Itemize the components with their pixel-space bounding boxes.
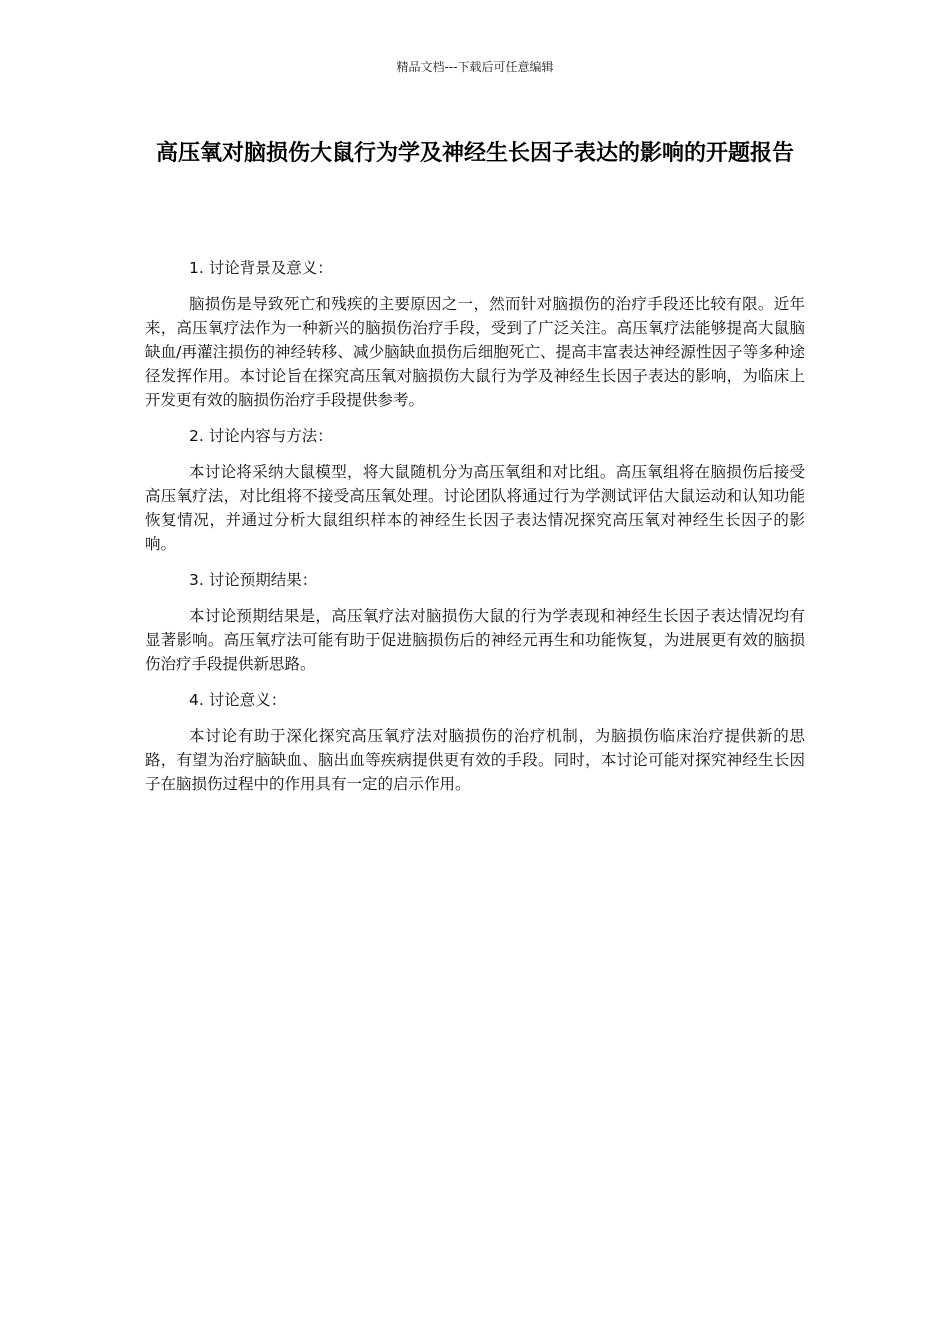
section-heading: 2. 讨论内容与方法： — [189, 427, 333, 445]
section-heading: 1. 讨论背景及意义： — [189, 259, 333, 277]
section-paragraph: 本讨论将采纳大鼠模型，将大鼠随机分为高压氧组和对比组。高压氧组将在脑损伤后接受高压氧疗法，对比组将不接受高压氧处理。讨论团队将通过行为学测试评估大鼠运动和认知功能恢复情况，并通过分析大鼠组织样本的神经生长因子表达情况探究高压氧对神经生长因子的影响。 — [145, 463, 805, 553]
document-title: 高压氧对脑损伤大鼠行为学及神经生长因子表达的影响的开题报告 — [155, 141, 794, 166]
section-expected-results — [145, 568, 805, 676]
section-paragraph: 本讨论预期结果是，高压氧疗法对脑损伤大鼠的行为学表现和神经生长因子表达情况均有显著影响。高压氧疗法可能有助于促进脑损伤后的神经元再生和功能恢复，为进展更有效的脑损伤治疗手段提供新思路。 — [145, 607, 805, 673]
header-note: 精品文档---下载后可任意编辑 — [396, 60, 554, 74]
section-methods — [145, 424, 805, 556]
section-heading: 3. 讨论预期结果： — [189, 571, 318, 589]
section-paragraph: 脑损伤是导致死亡和残疾的主要原因之一，然而针对脑损伤的治疗手段还比较有限。近年来，高压氧疗法作为一种新兴的脑损伤治疗手段，受到了广泛关注。高压氧疗法能够提高大鼠脑缺血/再灌注损伤的神经转移、减少脑缺血损伤后细胞死亡、提高丰富表达神经源性因子等多种途径发挥作用。本讨论旨在探究高压氧对脑损伤大鼠行为学及神经生长因子表达的影响，为临床上开发更有效的脑损伤治疗手段提供参考。 — [145, 295, 805, 409]
section-heading: 4. 讨论意义： — [189, 691, 287, 709]
section-paragraph: 本讨论有助于深化探究高压氧疗法对脑损伤的治疗机制，为脑损伤临床治疗提供新的思路，有望为治疗脑缺血、脑出血等疾病提供更有效的手段。同时，本讨论可能对探究神经生长因子在脑损伤过程中的作用具有一定的启示作用。 — [145, 727, 805, 793]
section-significance — [145, 688, 805, 796]
section-background — [145, 256, 805, 412]
document-body — [145, 256, 805, 808]
